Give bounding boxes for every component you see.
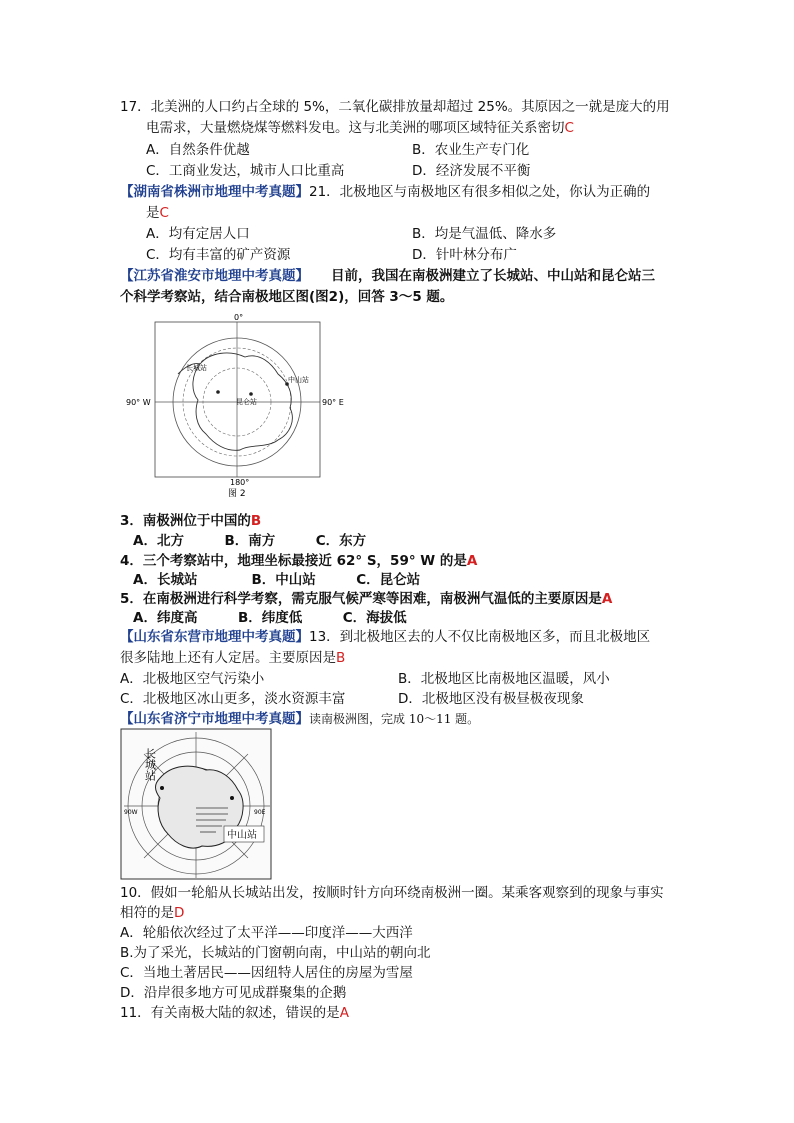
q10-option-c: C．当地土著居民——因纽特人居住的房屋为雪屋 [120, 965, 413, 981]
map1-label-90e: 90° E [322, 398, 344, 407]
huaian-text: 目前，我国在南极洲建立了长城站、中山站和昆仑站三 [331, 268, 655, 284]
q13-answer: B [336, 650, 346, 666]
map2-label-90w: 90W [124, 809, 138, 816]
jining-line [120, 710, 479, 728]
q21-line1 [120, 183, 650, 201]
q10-stem-end: 相符的是 [120, 905, 174, 921]
jining-source: 【山东省济宁市地理中考真题】 [120, 711, 309, 727]
q3-answer: B [250, 513, 262, 529]
q4-answer: A [466, 553, 478, 569]
q4-stem: 4．三个考察站中，地理坐标最接近 62° S，59° W 的是 [120, 553, 467, 569]
q10-option-d: D．沿岸很多地方可见成群聚集的企鹅 [120, 985, 347, 1001]
q3-stem: 3．南极洲位于中国的 [120, 513, 251, 529]
huaian-line1 [120, 267, 655, 285]
map2-station-changcheng: 长城站 [143, 748, 157, 781]
q13-line1 [120, 628, 650, 646]
q13-option-c: C．北极地区冰山更多，淡水资源丰富 [120, 691, 346, 707]
map1-station-zhongshan: 中山站 [288, 376, 309, 384]
q13-option-a: A．北极地区空气污染小 [120, 671, 265, 687]
q17-stem: 电需求，大量燃烧煤等燃料发电。这与北美洲的哪项区域特征关系密切 [146, 120, 565, 136]
q17-line1: 17．北美洲的人口约占全球的 5%，二氧化碳排放量却超过 25%。其原因之一就是庞大的用 [120, 99, 670, 115]
jining-text: 读南极洲图，完成 10～11 题。 [309, 712, 480, 726]
q11-stem: 11．有关南极大陆的叙述，错误的是 [120, 1005, 340, 1021]
q10-answer: D [174, 905, 185, 921]
q11-answer: A [339, 1005, 349, 1021]
map1-label-180: 180° [230, 478, 250, 487]
q17-option-a: A．自然条件优越 [146, 142, 250, 158]
map1-station-changcheng: 长城站 [186, 364, 207, 372]
q21-option-a: A．均有定居人口 [146, 226, 250, 242]
q21-line2 [146, 204, 169, 222]
q5-answer: A [601, 591, 613, 607]
q13-source: 【山东省东营市地理中考真题】 [120, 629, 309, 645]
q10-option-a: A．轮船依次经过了太平洋——印度洋——大西洋 [120, 925, 413, 941]
q5-options: A．纬度高 B．纬度低 C．海拔低 [133, 610, 407, 626]
q17-line2 [146, 119, 574, 137]
map1-caption: 图 2 [228, 489, 246, 499]
q21-stem-end: 是 [146, 205, 160, 221]
q21-option-c: C．均有丰富的矿产资源 [146, 247, 291, 263]
map1-station-kunlun: 昆仑站 [236, 398, 257, 406]
map2-station-zhongshan: 中山站 [227, 830, 257, 841]
q11-line [120, 1004, 349, 1022]
map1-label-0: 0° [234, 313, 244, 322]
q21-stem: 21．北极地区与南极地区有很多相似之处，你认为正确的 [309, 184, 651, 200]
antarctica-map-jining [120, 728, 272, 880]
q21-option-b: B．均是气温低、降水多 [412, 226, 557, 242]
q4-stem-line [120, 552, 477, 570]
q17-option-d: D．经济发展不平衡 [412, 163, 531, 179]
q13-stem-end: 很多陆地上还有人定居。主要原因是 [120, 650, 336, 666]
q17-option-b: B．农业生产专门化 [412, 142, 530, 158]
huaian-line2: 个科学考察站，结合南极地区图(图2)，回答 3～5 题。 [120, 289, 454, 305]
q10-line2 [120, 904, 184, 922]
huaian-source: 【江苏省淮安市地理中考真题】 [120, 268, 309, 284]
map1-label-90w: 90° W [126, 398, 151, 407]
q17-option-c: C．工商业发达，城市人口比重高 [146, 163, 345, 179]
q10-line1: 10．假如一轮船从长城站出发，按顺时针方向环绕南极洲一圈。某乘客观察到的现象与事实 [120, 885, 664, 901]
antarctica-map-fig2 [126, 312, 344, 502]
q5-stem-line [120, 590, 612, 608]
q3-stem-line [120, 512, 261, 530]
map2-label-90e: 90E [254, 809, 266, 816]
q21-answer: C [159, 205, 169, 221]
q13-stem: 13．到北极地区去的人不仅比南极地区多，而且北极地区 [309, 629, 651, 645]
q10-option-b: B.为了采光，长城站的门窗朝向南，中山站的朝向北 [120, 945, 431, 961]
q5-stem: 5．在南极洲进行科学考察，需克服气候严寒等困难，南极洲气温低的主要原因是 [120, 591, 602, 607]
q4-options: A．长城站 B．中山站 C．昆仑站 [133, 572, 421, 588]
q13-option-b: B．北极地区比南极地区温暖，风小 [398, 671, 610, 687]
q3-options: A．北方 B．南方 C．东方 [133, 533, 367, 549]
q21-source: 【湖南省株洲市地理中考真题】 [120, 184, 309, 200]
q13-line2 [120, 649, 345, 667]
q13-option-d: D．北极地区没有极昼极夜现象 [398, 691, 584, 707]
q21-option-d: D．针叶林分布广 [412, 247, 517, 263]
q17-answer: C [564, 120, 574, 136]
